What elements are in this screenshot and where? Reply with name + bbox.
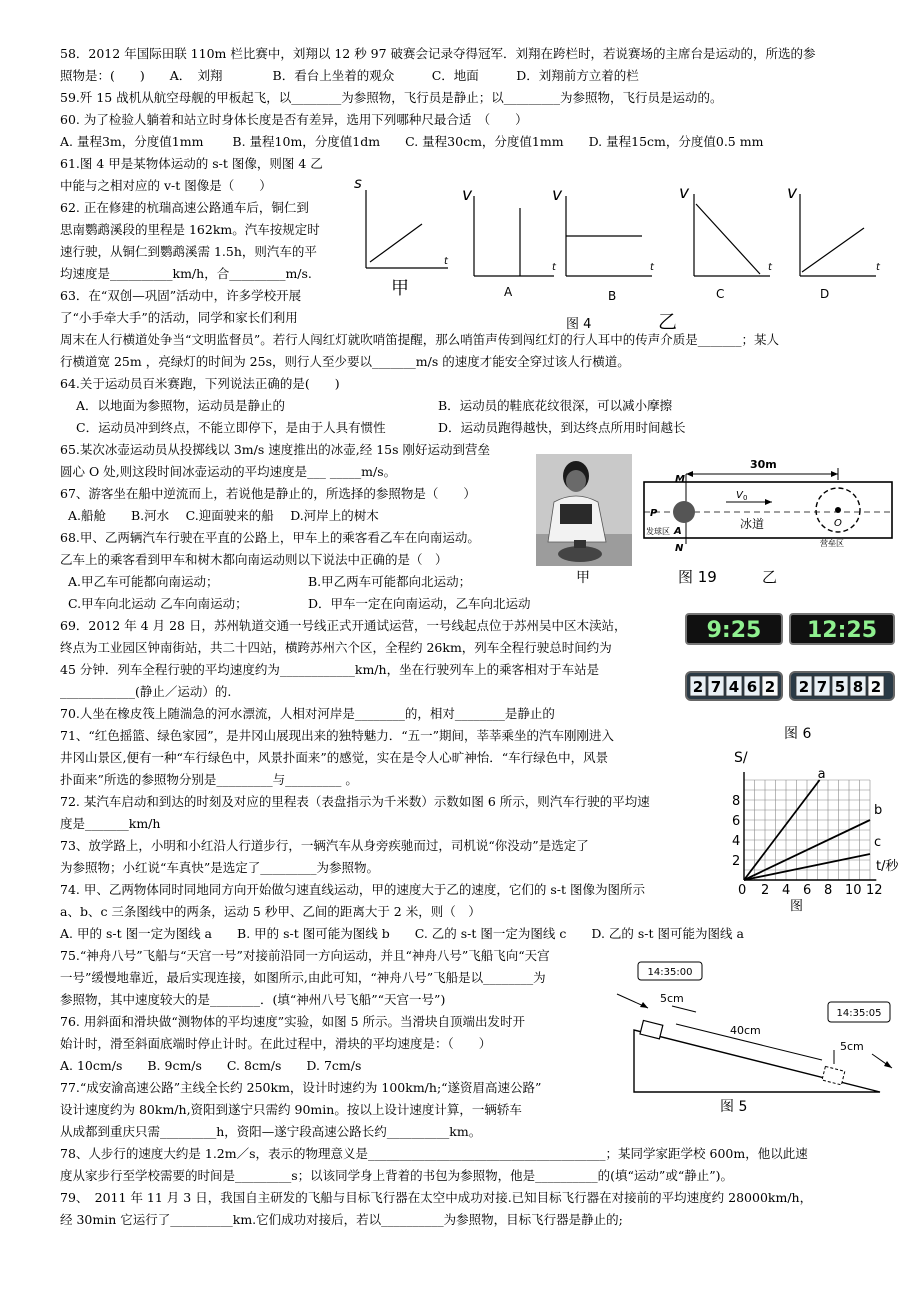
figure-4-caption: 图 4 <box>566 317 592 332</box>
diagram-point-p: P <box>650 508 658 519</box>
text-line: 经 30min 它运行了__________km.它们成功对接后，若以__________为参照物，目标飞行器是静止的; <box>60 1212 623 1227</box>
graph-a <box>462 185 557 299</box>
graph-d-name: D <box>820 287 830 301</box>
text-line: 59.歼 15 战机从航空母舰的甲板起飞，以________为参照物，飞行员是静止；以_________为参照物，飞行员是运动的。 <box>60 90 723 105</box>
figure-5-caption: 图 5 <box>720 1099 748 1115</box>
text-line: 70.人坐在橡皮筏上随湍急的河水漂流，人相对河岸是________的，相对________是静止的 <box>60 706 555 721</box>
figure-19-caption: 图 19 <box>678 568 717 586</box>
y-axis-label: S/ <box>734 750 748 766</box>
text-line: 中能与之相对应的 v-t 图像是（ ） <box>60 178 272 193</box>
text-line: 终点为工业园区钟南街站，共二十四站，横跨苏州六个区，全程约 26km，列车全程行驶总时间约为 <box>60 640 612 655</box>
diagram-point-o: O <box>834 518 842 529</box>
odometer-end <box>790 672 894 700</box>
text-line: A.船舱 B.河水 C.迎面驶来的船 D.河岸上的树木 <box>68 508 379 523</box>
diagram-point-n: N <box>675 543 684 554</box>
graph-c-name: C <box>716 287 725 301</box>
graph-d <box>787 183 881 301</box>
odometer-digit: 2 <box>870 678 882 696</box>
y-tick-label: 6 <box>732 814 741 829</box>
text-line: 79、 2011 年 11 月 3 日，我国自主研发的飞船与目标飞行器在太空中成功对接.已知目标飞行器在对接前的平均速度约 28000km/h， <box>60 1190 813 1205</box>
text-line: 一号”缓慢地靠近，最后实现连接，如图所示,由此可知，“神舟八号”飞船是以________为 <box>60 970 546 985</box>
x-tick-label: 12 <box>866 883 883 898</box>
figure-6 <box>684 612 900 744</box>
odometer-digit: 5 <box>834 678 846 696</box>
text-line: 75.“神舟八号”飞船与“天宫一号”对接前沿同一方向运动，并且“神舟八号”飞船飞向“天宫 <box>60 948 550 963</box>
odometer-digit: 7 <box>816 678 828 696</box>
graph-b-xlabel: t <box>650 262 654 273</box>
series-label: b <box>874 803 883 818</box>
diagram-zone-house: 营垒区 <box>820 539 844 548</box>
text-line: A. 甲的 s-t 图一定为图线 a B. 甲的 s-t 图可能为图线 b C. 乙的 s-t 图一定为图线 c D. 乙的 s-t 图可能为图线 a <box>60 926 744 941</box>
text-line: 73、放学路上，小明和小红沿人行道步行，一辆汽车从身旁疾驰而过，司机说“你没动”是选定了 <box>60 838 589 853</box>
diagram-zone-ice: 冰道 <box>740 517 765 531</box>
text-line: 始计时，滑至斜面底端时停止计时。在此过程中，滑块的平均速度是：（ ） <box>60 1036 492 1051</box>
text-line: A．以地面为参照物，运动员是静止的 <box>76 398 286 413</box>
odometer-digit: 2 <box>764 678 776 696</box>
graph-c-xlabel: t <box>768 262 772 273</box>
text-line: C.甲车向北运动 乙车向南运动； <box>68 596 248 611</box>
text-line: 77.“成安渝高速公路”主线全长约 250km，设计时速约为 100km/h;“遂资眉高速公路” <box>60 1080 542 1095</box>
text-line: 67、游客坐在船中逆流而上，若说他是静止的，所选择的参照物是（ ） <box>60 486 476 501</box>
odometer-digit: 8 <box>852 678 864 696</box>
series-label: c <box>874 835 882 850</box>
x-tick-label: 10 <box>845 883 862 898</box>
graph-b <box>552 185 655 303</box>
text-line: A. 10cm/s B. 9cm/s C. 8cm/s D. 7cm/s <box>60 1058 362 1073</box>
text-line: ____________(静止／运动）的. <box>60 684 232 699</box>
text-line: 为参照物；小红说“车真快”是选定了_________为参照物。 <box>60 860 380 875</box>
text-line: 76. 用斜面和滑块做“测物体的平均速度”实验，如图 5 所示。当滑块自顶端出发时开 <box>60 1014 526 1029</box>
odometer-digit: 2 <box>798 678 810 696</box>
graph-jia-name: 甲 <box>391 278 409 299</box>
text-line: B.甲乙两车可能都向北运动； <box>308 574 472 589</box>
timer-end-value: 14:35:05 <box>836 1008 882 1019</box>
odometer-digit: 6 <box>746 678 758 696</box>
block-length-top: 5cm <box>660 992 684 1005</box>
graph-b-name: B <box>608 289 617 303</box>
diagram-velocity-sub: 0 <box>743 494 748 502</box>
text-line: 63．在“双创—巩固”活动中，许多学校开展 <box>60 288 302 303</box>
text-line: C．运动员冲到终点，不能立即停下，是由于人具有惯性 <box>76 420 386 435</box>
text-line: 78、人步行的速度大约是 1.2m／s，表示的物理意义是______________________________________；某同学家距学校 600m，他以此速 <box>60 1146 808 1161</box>
block-length-bottom: 5cm <box>840 1040 864 1053</box>
diagram-point-m: M <box>675 474 685 485</box>
text-line: D．甲车一定在向南运动，乙车向北运动 <box>308 596 531 611</box>
text-line: 74. 甲、乙两物体同时同地同方向开始做匀速直线运动，甲的速度大于乙的速度，它们的 s-t 图像为图所示 <box>60 882 645 897</box>
curling-diagram <box>644 458 892 586</box>
x-tick-label: 2 <box>761 883 770 898</box>
figure-4-yi-label: 乙 <box>658 311 678 333</box>
text-line: 井冈山景区,便有一种“车行绿色中，风景扑面来”的感觉，实在是令人心旷神怡．“车行绿色中，风景 <box>60 750 609 765</box>
text-line: 扑面来”所选的参照物分别是_________与_________ 。 <box>60 772 358 787</box>
text-line: 61.图 4 甲是某物体运动的 s-t 图像，则图 4 乙 <box>60 156 323 171</box>
text-line: 从成都到重庆只需_________h，资阳—遂宁段高速公路长约__________km。 <box>60 1124 482 1139</box>
text-line: 了“小手牵大手”的活动，同学和家长们利用 <box>60 310 298 325</box>
text-line: B．运动员的鞋底花纹很深，可以减小摩擦 <box>438 398 673 413</box>
text-line: 行横道宽 25m ，亮绿灯的时间为 25s，则行人至少要以_______m/s 的速度才能安全穿过该人行横道。 <box>60 354 630 369</box>
photo-label: 甲 <box>576 570 590 586</box>
graph-d-ylabel: v <box>787 183 798 203</box>
text-line: 周末在人行横道处争当“文明监督员”。若行人闯红灯就吹哨笛提醒，那么哨笛声传到闯红灯的行人耳中的传声介质是_______；某人 <box>60 332 780 347</box>
odometer-digit: 7 <box>710 678 722 696</box>
timer-start-value: 14:35:00 <box>647 967 693 978</box>
st-chart-labels <box>732 750 899 914</box>
text-line: a、b、c 三条图线中的两条，运动 5 秒甲、乙间的距离大于 2 米，则（ ） <box>60 904 481 919</box>
text-line: 设计速度约为 80km/h,资阳到遂宁只需约 90min。按以上设计速度计算，一辆轿车 <box>60 1102 522 1117</box>
graph-d-xlabel: t <box>876 262 880 273</box>
timer-end <box>828 1002 890 1022</box>
st-chart-grid <box>744 780 870 880</box>
clock-end <box>790 614 894 644</box>
y-tick-label: 2 <box>732 854 741 869</box>
diagram-velocity: V <box>736 490 743 501</box>
graph-a-name: A <box>504 285 513 299</box>
x-tick-label: 0 <box>738 883 747 898</box>
x-axis-label: t/秒 <box>876 859 899 874</box>
text-line: 64.关于运动员百米赛跑，下列说法正确的是( ) <box>60 376 340 391</box>
graph-jia-xlabel: t <box>444 256 448 267</box>
text-line: 71、“红色摇篮、绿色家园”，是井冈山展现出来的独特魅力．“五一”期间，莘莘乘坐的汽车刚刚进入 <box>60 728 614 743</box>
figure-19 <box>536 454 898 590</box>
clock-start-value: 9:25 <box>706 618 762 643</box>
graph-jia-ylabel: s <box>354 174 362 192</box>
text-line: D．运动员跑得越快，到达终点所用时间越长 <box>438 420 686 435</box>
odometer-digit: 2 <box>692 678 704 696</box>
y-tick-label: 4 <box>732 834 741 849</box>
graph-b-ylabel: v <box>552 185 563 205</box>
text-line: 速行驶，从铜仁到鹦鹉溪需 1.5h，则汽车的平 <box>60 244 317 259</box>
text-line: 60. 为了检验人躺着和站立时身体长度是否有差异，选用下列哪种尺最合适 （ ） <box>60 112 528 127</box>
y-tick-label: 8 <box>732 794 741 809</box>
text-line: 参照物，其中速度较大的是________．(填“神州八号飞船”“天宫一号”) <box>60 992 446 1007</box>
odometer-start <box>686 672 782 700</box>
text-line: 58．2012 年国际田联 110m 栏比赛中，刘翔以 12 秒 97 破赛会记录夺得冠军．刘翔在跨栏时，若说赛场的主席台是运动的，所选的参 <box>60 46 816 61</box>
text-line: A. 量程3m，分度值1mm B. 量程10m，分度值1dm C. 量程30cm，分度值1mm D. 量程15cm，分度值0.5 mm <box>60 134 764 149</box>
x-tick-label: 6 <box>803 883 812 898</box>
figure-5 <box>612 958 896 1120</box>
text-line: 乙车上的乘客看到甲车和树木都向南运动则以下说法中正确的是（ ） <box>60 552 448 567</box>
diagram-label: 乙 <box>762 568 778 586</box>
text-line: 度是_______km/h <box>60 816 161 831</box>
graph-jia <box>354 174 449 299</box>
text-line: A.甲乙车可能都向南运动； <box>68 574 219 589</box>
text-line: 度从家步行至学校需要的时间是_________s；以该同学身上背着的书包为参照物，他是__________的(填“运动”或“静止”)。 <box>60 1168 733 1183</box>
graph-a-xlabel: t <box>552 262 556 273</box>
text-line: 62. 正在修建的杭瑞高速公路通车后，铜仁到 <box>60 200 309 215</box>
odometer-digit: 4 <box>728 678 740 696</box>
figure-4 <box>344 168 892 338</box>
text-line: 68.甲、乙两辆汽车行驶在平直的公路上，甲车上的乘客看乙车在向南运动。 <box>60 530 480 545</box>
diagram-distance: 30m <box>750 458 777 471</box>
x-tick-label: 8 <box>824 883 833 898</box>
timer-start <box>638 962 702 980</box>
text-line: 45 分钟．列车全程行驶的平均速度约为____________km/h，坐在行驶列车上的乘客相对于车站是 <box>60 662 600 677</box>
clock-end-value: 12:25 <box>806 618 878 643</box>
graph-c-ylabel: v <box>679 183 690 203</box>
text-line: 照物是：( ) A． 刘翔 B．看台上坐着的观众 C．地面 D．刘翔前方立着的栏 <box>60 68 639 83</box>
st-chart <box>720 748 906 918</box>
diagram-zone-launch: 发球区 <box>646 527 670 536</box>
graph-c <box>679 183 773 301</box>
series-label: a <box>817 767 826 782</box>
graph-a-ylabel: v <box>462 185 473 205</box>
text-line: 均速度是__________km/h，合_________m/s. <box>60 266 312 281</box>
text-line: 圆心 O 处,则这段时间冰壶运动的平均速度是___ _____m/s。 <box>60 464 397 479</box>
slope-length: 40cm <box>730 1024 761 1037</box>
text-line: 65.某次冰壶运动员从投掷线以 3m/s 速度推出的冰壶,经 15s 刚好运动到营垒 <box>60 442 490 457</box>
text-line: 72. 某汽车启动和到达的时刻及对应的里程表（表盘指示为千米数）示数如图 6 所示，则汽车行驶的平均速 <box>60 794 650 809</box>
x-tick-label: 4 <box>782 883 791 898</box>
text-line: 69．2012 年 4 月 28 日，苏州轨道交通一号线正式开通试运营，一号线起点位于苏州吴中区木渎站， <box>60 618 627 633</box>
figure-6-caption: 图 6 <box>784 726 812 742</box>
diagram-point-a: A <box>674 526 682 537</box>
curling-photo <box>536 454 632 586</box>
chart-caption: 图 <box>790 899 804 914</box>
text-line: 思南鹦鹉溪段的里程是 162km。汽车按规定时 <box>60 222 320 237</box>
clock-start <box>686 614 782 644</box>
